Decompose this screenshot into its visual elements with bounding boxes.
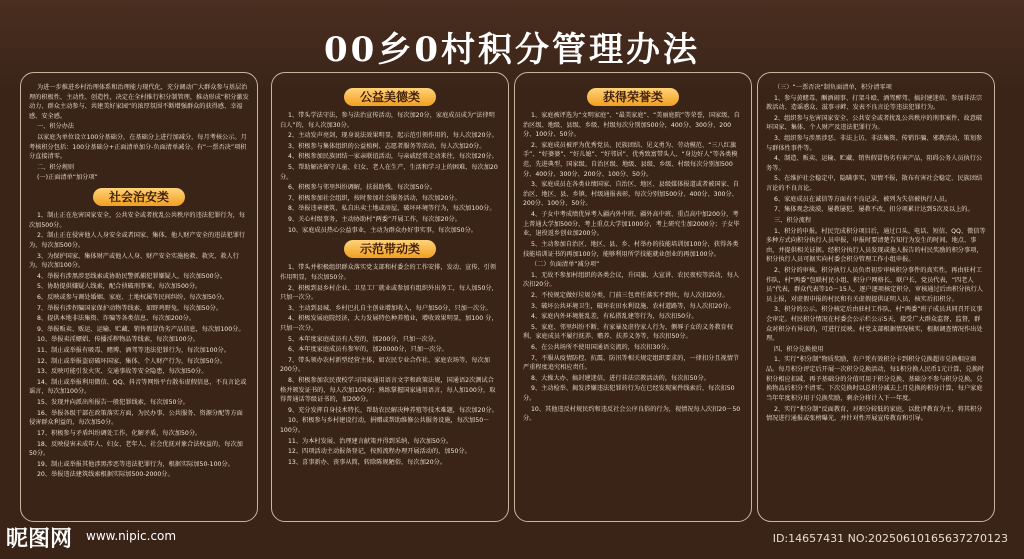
list-item: 20、举报违法建筑线索根据实际加500-2000分。 [37,471,174,479]
list-item: 13、喜事新办、丧事从简，转除陈规陋俗，每次加20分。 [288,458,447,466]
list-item: 11、制止或举报有吸毒、赌博、酒驾等违法犯罪行为，每次加100分。 [37,347,230,355]
list-item: 14、制止或举报利用微信、QQ、抖音等网络平台散布虚假信息，不良言论或谣言，每次加100分。 [29,378,247,396]
list-item: 8、举报违章建筑、私自出卖土地或房屋，破坏环境等行为，每次加100分。 [288,205,496,213]
list-item: （三）“一票否决”制负面清单，积分清零项 [774,84,892,91]
list-item: 4、子女中考成绩优异考入疆内外中班、疆外高中班、重点高中加200分，考上普通大学加500分，考上重点大学加1000分，考上研究生加2000分；子女毕业，退役返乡创业加200分。 [523,211,740,238]
section-title-demonstration: 示范带动类 [344,240,436,258]
list-item: 二、积分规则 [37,163,75,171]
list-item: 3、为保护国家、集体财产或他人人身、财产安全实施抢救、救灾、救人行为，每次加100分。 [29,252,239,270]
list-item: 9、充分发挥自身技术特长，帮助农民解决种养殖等技术难题，每次加20分。 [288,406,498,414]
page-title: 00乡0村积分管理办法 [324,30,700,70]
list-item: 12、四项活动主动报备登记，按照流程办理开展活动的，加50分。 [288,448,471,456]
list-item: 1、参与黄赌毒、酗酒闹事、打架斗殴、酒驾醉驾、搞封建迷信、参加非法宗教活动、造谣惑众、滋事寻衅、发表不良言论等违法犯罪行为。 [766,94,983,112]
list-item: 5、本年度家庭成员有人党的，加200分，只加一次分。 [288,335,440,343]
list-item: 6、家庭成员在诚信等方面有不良记录，被列为失信被执行人员。 [774,195,952,203]
list-item: 3、家庭成员在各类业绩国家、自治区、地区、县级媒体报道或者被国家、自治区、地区、县、乡镇、村级通报表彰，每次分别加500分、400分、300分、200分、100分、50分。 [523,181,740,208]
list-item: 8、提供本地非法集资、诈骗等各类信息，每次加200分。 [37,315,196,323]
list-item: 以家庭为单位设立100分基础分，在基础分上进行加减分，每月考核公示。月考核积分包括：100分基础分+正面清单加分-负面清单减分。有“一票否决”项积分直接清零。 [29,134,247,161]
list-item: 17、积极参与矛盾纠纷调处工作，化解矛盾，每次加50分。 [37,429,202,437]
list-item: 19、制止或举报其他涉黑涉恶等违法犯罪行为，根据实际加50-100分。 [37,460,234,468]
list-item: 2、积分的审核。积分执行人员负责初步审核积分事件的真实性，再由驻村工作队，村“两委”包联村民小组、积分户网格长，联户长，党员代表，“四老人员”代表，群众代表等10－15人，逐户逐项核定积分，审核通过后由积分执行人员上报，对虚假申报的村民和有关虚假提供证明人员，核实后扣积分。 [766,266,983,303]
list-item: 6、在公共场所不使用国通语交流的，每次扣30分。 [531,344,673,352]
list-item: 6、本年度家庭成员有参军的，加20000分，只加一次分。 [288,346,448,354]
list-item: 3、积分的公示。积分核定后由驻村工作队、村“两委”班子成员共同召开议事会审定。村民积分情况在村委会公示栏公示5天，接受广大群众监督，监督，群众对积分有异议的，可进行反映。村党支部根据情况核实，根据调查情况作出处理。 [766,306,983,343]
list-item: 5、家庭、邻里纠纷不断、有家暴及虐待家人行为、侧辱子女的义务教育权利、家庭成员不履行抚养、赡养、扶养义务等，每次扣50分。 [523,323,733,341]
list-item: 12、制止或举报盗窃破坏国家、集体、个人财产行为，每次加50分。 [37,357,226,365]
panel-veto-and-process [757,72,995,522]
honors-list [523,111,743,424]
list-item: 4、举报有涉黑涉恶线索或协助民警抓捕犯罪嫌疑人，每次加500分。 [37,272,226,280]
list-item: 10、其他违反村规民约和违反社会公序良俗的行为，视情况每人次扣20－50分。 [523,405,741,423]
panel-public-virtue [271,72,509,522]
section-title-social-security: 社会治安类 [93,188,185,206]
list-item: 16、举报各级干部在政策落实方面，为民办事、公共服务、资源分配等方面侵害群众利益的，每次加50分。 [29,409,243,427]
list-item: 10、举报卖淫嫖娼、传播淫秽物品等线索，每次加100分。 [37,336,199,344]
intro-text [29,83,249,183]
demonstration-list [280,263,500,467]
list-item: 6、反映或参与调处婚姻、家庭、土地权属等民间纠纷，每次加50分。 [37,293,229,301]
list-item: 9、关心村级事务，主动协助村“两委”开展工作，每次加20分。 [288,216,461,224]
list-item: 13、反映可能引发火灾、交通事故等安全隐患，每次加50分。 [37,368,208,376]
list-item: (一)正面清单“加分项” [37,174,98,182]
list-item: （二）负面清单“减分项” [531,261,600,269]
list-item: 2、主动发声亮剑，现身说法效果明显，起示范引领作用的，每人次加20分。 [288,132,498,140]
list-item: 5、主动参加自治区、地区、县、乡、村举办的技能培训加100分，获得各类技能培训证书的再加100分，能够利用所学技能就业创业的再加100分。 [523,240,739,258]
list-item: 10、家庭成员热心公益事业，主动为群众办好事实事，每次加50分。 [288,226,477,234]
list-item: 1、制止正在危害国家安全，公共安全或者扰乱公共秩序的违法犯罪行为，每次加500分。 [29,212,246,229]
list-item: 7、集体观念淡漠，屡教屡犯，屡教不改，扣分项累计达到5次及以上的。 [774,206,974,214]
list-item: 3、主动到县城、乡村巴扎自主创业增加收入，每户加50分，只加一次分。 [288,304,492,312]
list-item: 7、积极参加社会组织，按时参加社会服务活动，每次加20分。 [288,194,461,202]
list-item: 1、积分的申报。村民完成积分项目后，通过口头、电话、短信、QQ、微信等多种方式向积分执行人员申报，申报时要清楚告知行为发生的时间、地点、事由，并提供相关证据。经积分执行人员发现或他人报告的村民奖励的积分事项，积分执行人员可据实向村委会积分管理工作小组申报。 [766,227,986,264]
list-item: 三、积分流程 [774,216,812,224]
list-item: 1、带头并积极组织群众落实党支部和村委会的工作安排，发动、宣传、引领作用明显，每次加50分。 [280,264,497,281]
list-item: 2、家庭成员被评为优秀党员、民族团结、见义勇为、劳动模范、“三八红旗手”、“好婆婆”、“好儿媳”、“好邻居”、优秀致富带头人、“身边好人”等各类模范，先进典型，国家级、自治区级、地级、县级、乡级、村级每次分别加500分、400分、300分、200分、100分、50分。 [523,141,738,178]
list-item: 2、实行“积分制”反面教育，对积分较低的家庭，以批评教育为主，将其积分情况进行通报或张榜曝光，并针对性开展宣传教育和引导。 [766,405,983,423]
list-item: 2、积极到县乡村企业、卫星工厂就业或参加有组织外出务工，每人加50分，只加一次分。 [280,284,498,302]
list-item: 4、制造、贩卖、运输、贮藏、销售假冒伪劣有害产品，阻碍公务人员执行公务等。 [766,155,983,172]
list-item: 3、破坏公共环境卫生，破坏农田水利设施、农村道路等，每人次扣20分。 [531,302,735,310]
list-item: 4、积极发展庭院经济，大力发展特色种养殖业，增收效果明显，加100 分，只加一次分。 [280,315,498,332]
public-virtue-list [280,111,500,235]
list-item: 一、积分办法 [37,123,75,131]
list-item: 15、发现并向派出所报告一般犯罪线索，每次加50分。 [37,399,189,407]
watermark-logo: 昵图网 [6,526,73,552]
list-item: 1、家庭被评选为“文明家庭”、“最美家庭”、“美丽庭院”等荣誉，国家级、自治区级、地级、县级、乡级、村级每次分别加500分，400分、300分、200分、100分、50分。 [523,112,740,139]
list-item: 5、在维护社会稳定中，隐瞒事实，知情不报，散布有害社会稳定、民族团结言论的不良言论。 [766,175,983,193]
list-item: 8、积极参加农民夜校学习国家通用语言文字和政策法规，国通语2次测试合格并颁发证书的，每人次加100分；熟练掌握国家通用语言，每人加100分，取得普通话等级证书的，加200分。 [280,377,496,404]
list-item: 2、不按规定做好垃圾分类，门前三包责任落实不到位，每人次扣20分。 [531,291,729,299]
list-item: 四、积分兑换使用 [774,345,824,353]
list-item: 7、不服从疫情防控、抗震、防汛等相关规定组织要求的，一律扣分且视情节严重程度追究相应责任。 [523,354,740,372]
list-item: 1、实行“积分制”物质奖励，农户凭有效积分卡到积分兑换超市兑换相应商品。每月积分评定后开展一次积分兑换活动，每1积分换人民币1元计算，兑换时积分相应扣减，再予基础分的分值可用于积分兑换，基础分不参与积分兑换。兑换物品后积分不清零。下次兑换时以总积分减去上月兑换的积分计算，每户家庭当年年度积分用于兑换奖励，剩余分将计入下一年度。 [766,356,985,402]
list-item: 18、反映侵害未成年人、妇女、老年人、社会优抚对象合法权益的，每次加50分。 [29,440,243,458]
veto-process-list [766,83,986,424]
list-item: 9、主动检举、揭发涉嫌违法犯罪的行为在已经发现案件线索后，每次扣50分。 [523,385,735,403]
list-item: 1、无故不参加村组织的各类会议，升国旗、大宣讲、农民夜校等活动，每人次扣20分。 [523,271,740,289]
list-item: 10、积极参与乡村建设行动，捐赠或帮助维修公共服务设施，每次加50－100分。 [280,417,490,435]
list-item: 2、组织参与危害国家安全、公共安全或者扰乱公共秩序的刑事案件、故意破坏国家、集体、个人财产及违法犯罪行为。 [766,114,983,132]
panel-social-security [20,72,258,522]
section-title-public-virtue: 公益美德类 [344,88,436,106]
list-item: 9、举报贩卖、贩运、运输、贮藏、销售假冒伪劣产品信息，每次加100分。 [37,325,245,333]
list-item: 7、举报有涉拐骗国家保护动物等线索，如野鸡野兔，每次加50分。 [37,304,223,312]
watermark-id: ID:14657431 NO:20250610165637270123 [772,532,1008,545]
list-item: 4、家庭内外环境脏乱差，有私搭乱建等行为，每次扣50分。 [531,313,698,321]
list-item: 3、积极参与集体组织的公益植树、志愿者服务等活动，每人次加20分。 [288,142,486,150]
list-item: 11、为本村发展、治理建言献策并得到采纳，每次加50分。 [288,437,453,445]
watermark-site: www.nipic.com [86,529,177,543]
list-item: 2、制止正在侵害他人人身安全或者国家、集体、他人财产安全的违法犯罪行为，每次加500分。 [29,232,246,249]
list-item: 为进一步推进乡村治理体系和治理能力现代化，充分调动广大群众参与基层治理的积极性、主动性、创造性，决定在全村推行积分制管理，推动形成“积分激发动力、群众主动参与、共建美好家园”的浓厚氛围不断增强群众的获得感、幸福感、安全感。 [29,84,249,120]
social-security-list [29,211,249,480]
list-item: 5、协助提供嫌疑人线索，配合侦破刑事案，每次加500分。 [37,283,202,291]
panel-honors [514,72,752,522]
list-item: 7、带头领办农村新型经营主体，如农民专业合作社、家庭农场等，每次加200分。 [280,356,490,374]
section-title-honors: 获得荣誉类 [587,88,679,106]
list-item: 6、积极参与邻里纠纷调解，扶弱助残，每次加50分。 [288,184,436,192]
list-item: 4、积极参加民族团结一家亲联谊活动，与亲戚经常走动来往，每次加20分。 [288,153,498,161]
list-item: 1、带头学法守法，参与法治宣传活动，每次加20分，家庭成员成为“法律明白人”的，每人次加30分。 [280,112,495,129]
list-item: 8、大操大办、搞封建迷信，进行非法宗教活动的，每次扣50分。 [531,374,710,382]
list-item: 3、组织参与涉黑涉恶、非法上访、非法集资、传销诈骗、邪教活动，策划参与群体性事件等。 [766,135,983,152]
list-item: 5、帮助解决留守儿童、妇女、老人在生产、生活和学习上的困难，每次加20分。 [280,164,498,181]
